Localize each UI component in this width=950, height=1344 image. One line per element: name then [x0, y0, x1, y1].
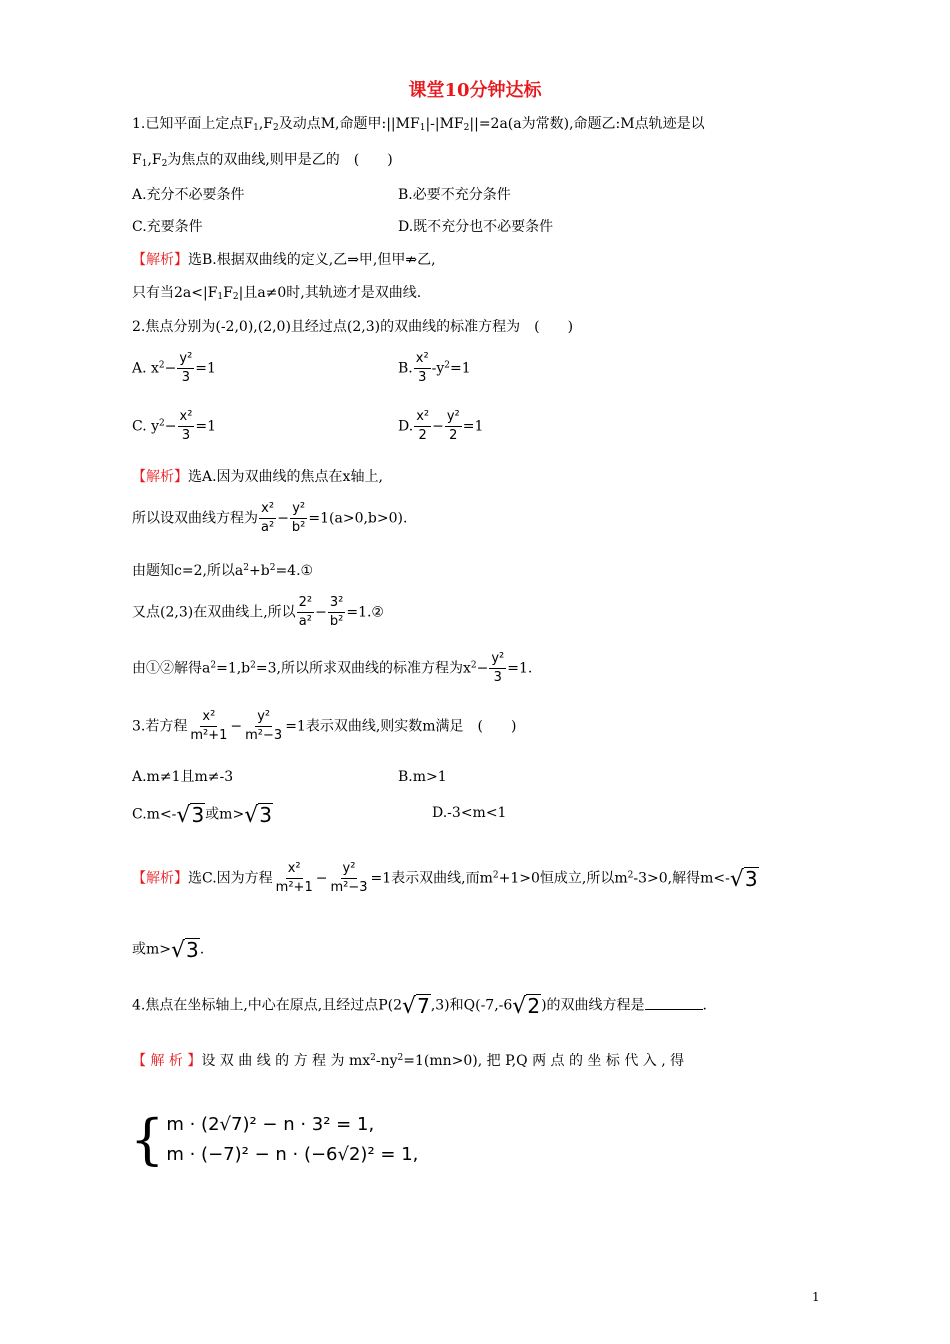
q1-stem-line2: $F_1,F_2$为焦点的双曲线,则甲是乙的 ( ) — [132, 152, 393, 169]
q2-option-c: C. $y^2-$ $\frac{\text{x²}}{3}$ =1 — [132, 409, 217, 443]
q2-option-d: D. $\frac{\text{x²}}{2}$ − $\frac{\text{y²}}{2}$ =1 — [398, 409, 484, 443]
q1-option-a: A.充分不必要条件 — [132, 187, 245, 203]
q4-equation-1: m · (2√7)² − n · 3² = 1, — [166, 1114, 375, 1135]
q2-option-b: B. $\frac{\text{x²}}{3}$ $-y^2=1$ — [398, 351, 471, 385]
q3-option-a: A.m≠1且m≠-3 — [132, 769, 234, 785]
q2-stem: 2.焦点分别为(-2,0),(2,0)且经过点(2,3)的双曲线的标准方程为 ( ) — [132, 319, 574, 335]
q1-option-c: C.充要条件 — [132, 219, 203, 235]
page-title: 课堂10分钟达标 — [408, 80, 542, 101]
q2-analysis-line5: 由①②解得$a^2=1,b^2=3$,所以所求双曲线的标准方程为$x^2-$ $\frac{\text{y²}}{3}$ =1. — [132, 651, 533, 685]
q1-analysis-line2: 只有当$2a<|F_1F_2|$且a≠0时,其轨迹才是双曲线. — [132, 285, 422, 302]
q4-analysis-line1: 【 解 析 】设 双 曲 线 的 方 程 为 $mx^2-ny^2=1(mn>0)$, 把 P,Q 两 点 的 坐 标 代 入 , 得 — [132, 1053, 685, 1069]
q2-analysis-line1: 【解析】选A.因为双曲线的焦点在x轴上, — [132, 469, 383, 485]
q1-option-d: D.既不充分也不必要条件 — [398, 219, 554, 235]
q4-stem: 4.焦点在坐标轴上,中心在原点,且经过点P(2 √ 7 ,3)和Q(-7,-6 √ 2 )的双曲线方程是 . — [132, 994, 707, 1019]
q4-equation-2: m · (−7)² − n · (−6√2)² = 1, — [166, 1144, 419, 1165]
q3-analysis-line2: 或m> √ 3 . — [132, 938, 205, 963]
q1-stem-line1: 1.已知平面上定点$F_1,F_2$及动点M,命题甲$:||MF_1|-|MF_2||=2a(a$为常数),命题乙:M点轨迹是以 — [132, 116, 705, 133]
q1-option-b: B.必要不充分条件 — [398, 187, 511, 203]
q3-analysis-line1: 【解析】选C.因为方程 $\frac{\text{x²}}{\text{m²+1}}$ − $\frac{\text{y²}}{\text{m²−3}}$ =1表示双曲线,而$m^2+1>0$恒成立,所以$m^2-3>0$,解得m<- √ 3 — [132, 861, 758, 895]
q2-option-a: A. $x^2-$ $\frac{\text{y²}}{3}$ =1 — [132, 351, 216, 385]
q1-analysis-line1: 【解析】选B.根据双曲线的定义,乙⇒甲,但甲⇏乙, — [132, 252, 436, 268]
page-number: 1 — [812, 1290, 820, 1304]
q3-option-c: C.m<- √ 3 或m> √ 3 — [132, 803, 272, 828]
answer-blank — [645, 997, 703, 1010]
q3-stem: 3.若方程 $\frac{\text{x²}}{\text{m²+1}}$ − $\frac{\text{y²}}{\text{m²−3}}$ =1表示双曲线,则实数m满足 ( ) — [132, 709, 517, 743]
q4-equation-system — [130, 1110, 418, 1170]
q2-analysis-line4: 又点(2,3)在双曲线上,所以 $\frac{\text{2²}}{\text{a²}}$ − $\frac{\text{3²}}{\text{b²}}$ =1.② — [132, 595, 384, 629]
left-brace: { — [130, 1108, 165, 1171]
q3-option-b: B.m>1 — [398, 769, 447, 785]
q3-option-d: D.-3<m<1 — [432, 805, 507, 821]
q2-analysis-line2: 所以设双曲线方程为 $\frac{\text{x²}}{\text{a²}}$ − $\frac{\text{y²}}{\text{b²}}$ =1(a>0,b>0). — [132, 501, 408, 535]
q2-analysis-line3: 由题知c=2,所以$a^2+b^2=4.①$ — [132, 563, 314, 579]
